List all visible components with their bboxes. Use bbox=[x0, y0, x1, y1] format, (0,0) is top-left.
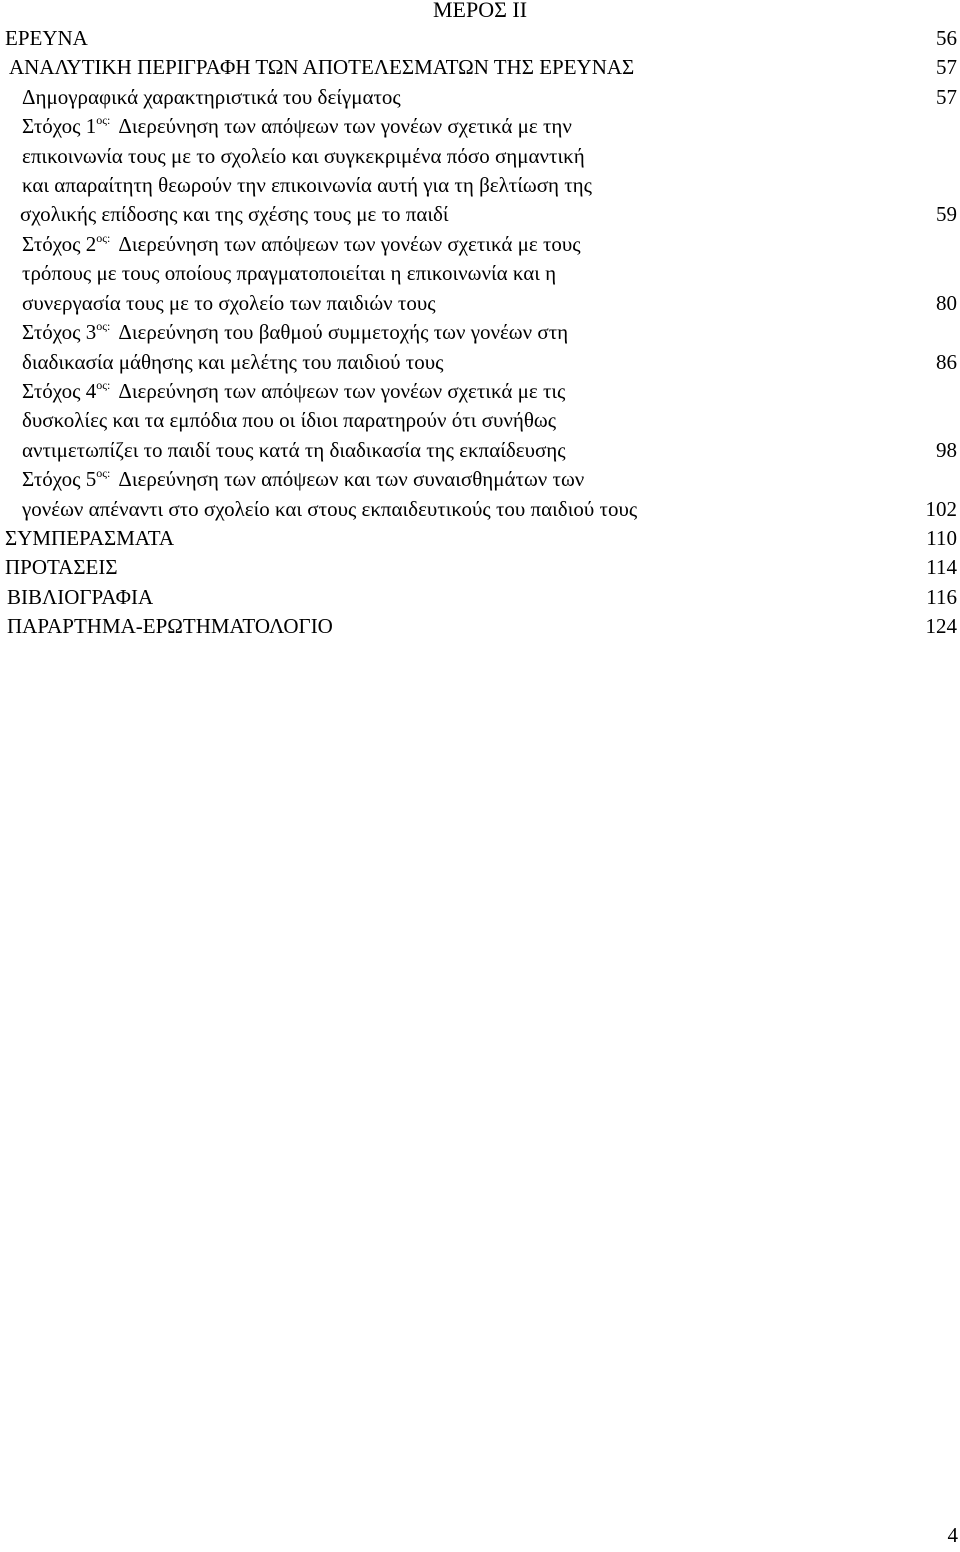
page-number: 4 bbox=[947, 1523, 958, 1547]
toc-entry-page: 86 bbox=[936, 350, 957, 374]
toc-entry-page: 114 bbox=[926, 555, 957, 579]
toc-entry-title: ΑΝΑΛΥΤΙΚΗ ΠΕΡΙΓΡΑΦΗ ΤΩΝ ΑΠΟΤΕΛΕΣΜΑΤΩΝ ΤΗΣ ΕΡΕΥΝΑΣ bbox=[9, 55, 635, 79]
objective-text: Διερεύνηση των απόψεων των γονέων σχετικά με τις bbox=[118, 379, 566, 403]
toc-entry-continuation: γονέων απέναντι στο σχολείο και στους εκπαιδευτικούς του παιδιού τους bbox=[22, 497, 638, 521]
objective-text: Διερεύνηση των απόψεων των γονέων σχετικά με την bbox=[118, 114, 572, 138]
toc-entry-page: 80 bbox=[936, 291, 957, 315]
toc-objective-line bbox=[22, 318, 568, 347]
toc-entry-continuation: και απαραίτητη θεωρούν την επικοινωνία αυτή για τη βελτίωση της bbox=[22, 173, 592, 197]
objective-label: Στόχος 1 bbox=[22, 114, 97, 138]
objective-label: Στόχος 2 bbox=[22, 232, 97, 256]
objective-text: Διερεύνηση του βαθμού συμμετοχής των γονέων στη bbox=[118, 320, 569, 344]
toc-entry-continuation: διαδικασία μάθησης και μελέτης του παιδιού τους bbox=[22, 350, 444, 374]
toc-entry-title: ΕΡΕΥΝΑ bbox=[5, 26, 88, 50]
objective-ordinal: ος: bbox=[96, 466, 111, 480]
objective-label: Στόχος 3 bbox=[22, 320, 97, 344]
toc-entry-page: 57 bbox=[936, 85, 957, 109]
toc-objective-line bbox=[22, 230, 581, 259]
objective-ordinal: ος: bbox=[96, 319, 111, 333]
toc-entry-page: 110 bbox=[926, 526, 957, 550]
toc-entry-title: ΠΡΟΤΑΣΕΙΣ bbox=[5, 555, 118, 579]
toc-entry-title: Δημογραφικά χαρακτηριστικά του δείγματος bbox=[22, 85, 401, 109]
toc-entry-continuation: συνεργασία τους με το σχολείο των παιδιών τους bbox=[22, 291, 436, 315]
toc-objective-line bbox=[22, 465, 584, 494]
toc-entry-continuation: αντιμετωπίζει το παιδί τους κατά τη διαδικασία της εκπαίδευσης bbox=[22, 438, 566, 462]
toc-entry-title: ΣΥΜΠΕΡΑΣΜΑΤΑ bbox=[5, 526, 175, 550]
objective-ordinal: ος: bbox=[96, 113, 111, 127]
objective-text: Διερεύνηση των απόψεων των γονέων σχετικά με τους bbox=[118, 232, 581, 256]
toc-entry-page: 124 bbox=[925, 614, 957, 638]
objective-ordinal: ος: bbox=[96, 378, 111, 392]
toc-entry-page: 98 bbox=[936, 438, 957, 462]
toc-entry-page: 59 bbox=[936, 202, 957, 226]
toc-entry-title: ΒΙΒΛΙΟΓΡΑΦΙΑ bbox=[7, 585, 154, 609]
toc-entry-page: 56 bbox=[936, 26, 957, 50]
toc-entry-page: 102 bbox=[925, 497, 957, 521]
toc-entry-continuation: σχολικής επίδοσης και της σχέσης τους με το παιδί bbox=[20, 202, 449, 226]
toc-entry-continuation: επικοινωνία τους με το σχολείο και συγκεκριμένα πόσο σημαντική bbox=[22, 144, 585, 168]
toc-entry-page: 116 bbox=[926, 585, 957, 609]
objective-label: Στόχος 5 bbox=[22, 467, 97, 491]
toc-entry-continuation: τρόπους με τους οποίους πραγματοποιείται η επικοινωνία και η bbox=[22, 261, 557, 285]
toc-entry-continuation: δυσκολίες και τα εμπόδια που οι ίδιοι παρατηρούν ότι συνήθως bbox=[22, 408, 557, 432]
objective-label: Στόχος 4 bbox=[22, 379, 97, 403]
toc-entry-title: ΠΑΡΑΡΤΗΜΑ-ΕΡΩΤΗΜΑΤΟΛΟΓΙΟ bbox=[7, 614, 333, 638]
toc-entry-page: 57 bbox=[936, 55, 957, 79]
section-heading: ΜΕΡΟΣ ΙΙ bbox=[432, 0, 528, 22]
toc-objective-line bbox=[22, 112, 572, 141]
toc-objective-line bbox=[22, 377, 565, 406]
objective-text: Διερεύνηση των απόψεων και των συναισθημάτων των bbox=[118, 467, 585, 491]
objective-ordinal: ος: bbox=[96, 231, 111, 245]
